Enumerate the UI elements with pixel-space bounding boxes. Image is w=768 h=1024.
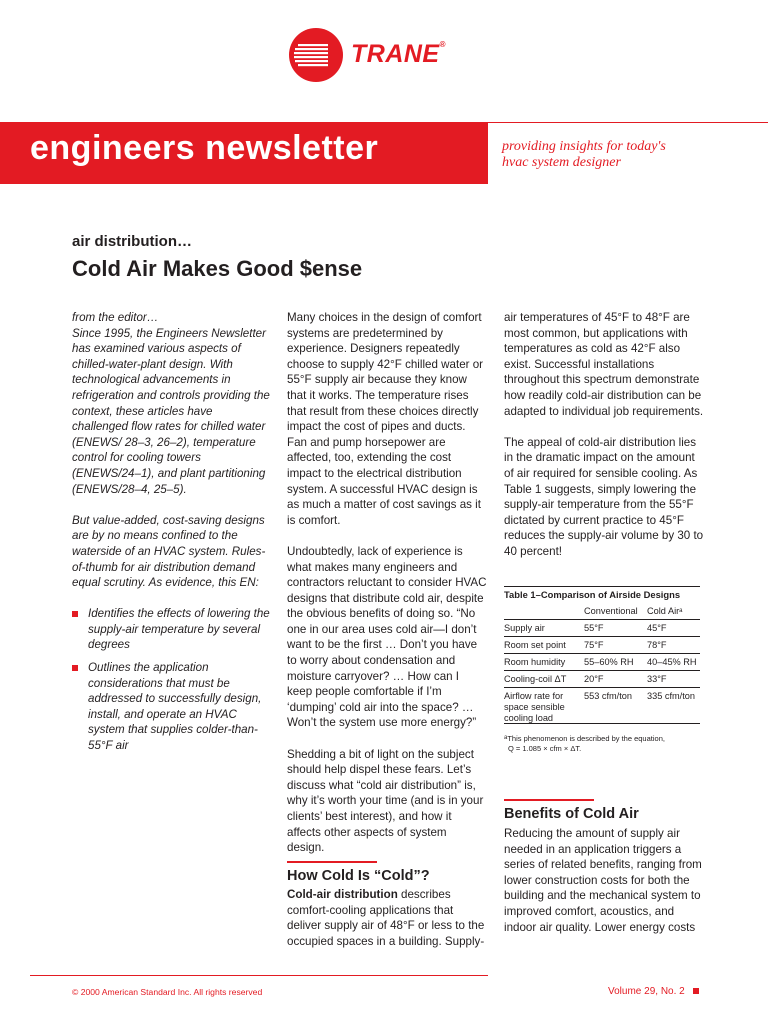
masthead-band [0,122,488,184]
article-kicker: air distribution… [72,233,192,250]
comparison-table [504,603,700,724]
table-title: Table 1–Comparison of Airside Designs [504,586,700,600]
red-square-bullet-icon [72,665,78,671]
table-row [504,620,700,637]
masthead-title: engineers newsletter [30,129,379,167]
list-item [72,660,270,754]
column-3 [504,310,704,575]
table-cell: 55°F [584,623,604,633]
section-rule [504,799,594,801]
tagline-line-1: providing insights for today's [502,139,666,154]
editor-paragraph: Since 1995, the Engineers Newsletter has examined various aspects of chilled-water-plant design. With technological advancements in refrigeration and controls providing the context, these articles have challenged flow rates for chilled water (ENEWS/ 28–3, 26–2), temperature control for cooling towers (ENEWS/24–1), and plant partitioning (ENEWS/28–4, 25–5). [72,326,270,496]
tagline-line-2: hvac system designer [502,155,621,170]
editor-intro: from the editor… [72,311,159,324]
table-cell: Room set point [504,640,566,650]
table-cell: Airflow rate for space sensible cooling load [504,691,565,723]
table-cell: Cooling-coil ΔT [504,674,567,684]
table-cell: 33°F [647,674,667,684]
bullet-text: Outlines the application considerations that must be addressed to successfully design, install, and operate an HVAC system that supplies colder-than-55°F air [88,661,262,753]
table-cell: 553 cfm/ton [584,691,633,701]
brand-name: TRANE® [351,40,447,68]
trane-logo [288,27,448,85]
section-heading-benefits: Benefits of Cold Air [504,806,639,822]
section-heading-how-cold: How Cold Is “Cold”? [287,868,430,884]
list-item [72,606,270,653]
body-paragraph: air temperatures of 45°F to 48°F are most common, but applications with temperatures as cold as 42°F also exist. Successful installations throughout this spectrum demonstrate how readily cold-air distribution can be adapted to individual job requirements. [504,311,704,418]
section-lead-term: Cold-air distribution [287,888,398,901]
masthead-rule [488,122,768,123]
table-row [504,654,700,671]
table-cell: 335 cfm/ton [647,691,696,701]
column-1 [72,310,270,761]
table-cell: 20°F [584,674,604,684]
table-column-header: Conventional [584,606,638,616]
article-headline: Cold Air Makes Good $ense [72,256,363,281]
column-2 [287,310,487,871]
red-square-bullet-icon [72,611,78,617]
footnote-line-2: Q = 1.085 × cfm × ΔT. [508,743,582,753]
editor-paragraph-2: But value-added, cost-saving designs are by no means confined to the waterside of an HVAC system. Rules-of-thumb for air distribution demand equal scrutiny. As evidence, this EN: [72,513,266,590]
table-column-header: Cold Air$^a$ [647,606,683,616]
section-rule [287,861,377,863]
body-paragraph: Undoubtedly, lack of experience is what makes many engineers and contractors reluctant to consider HVAC designs that distribute cold air, despite the obvious benefits of doing so. “No one in our area uses cold air—I don’t want to be the first … Don’t you have to worry about condensation and moisture carryover? … How can I keep people comfortable if I’m ‘dumping’ cold air into the space? … Won’t the system use more energy?” [287,544,487,730]
footer-rule [30,975,488,976]
red-square-icon [693,988,699,994]
bullet-list [72,606,270,753]
table-cell: Supply air [504,623,545,633]
table-cell: 45°F [647,623,667,633]
table-cell: 75°F [584,640,604,650]
footer-copyright: © 2000 American Standard Inc. All rights reserved [72,987,263,997]
masthead-tagline [502,139,742,171]
footer-volume [608,986,699,997]
body-paragraph: Shedding a bit of light on the subject should help dispel these fears. Let’s discuss what “cold air distribution” is, why it’s worth your time (and is in your clients’ best interest), and how it affects other aspects of system design. [287,747,484,855]
footnote-line-1: This phenomenon is described by the equation, [507,734,665,743]
body-paragraph: Many choices in the design of comfort systems are predetermined by experience. Designers repeatedly choose to supply 42°F chilled water or 55°F supply air because they know that it works. The temperature rises that result from these choices directly impact the cost of pipes and ducts. Fan and pump horsepower are affected, too, extending the cost impact to the electrical distribution system. A successful HVAC design is as much a matter of cost savings as it is comfort. [287,311,484,527]
section-body-how-cold [287,887,487,949]
bullet-text: Identifies the effects of lowering the supply-air temperature by several degrees [88,607,270,652]
body-paragraph: The appeal of cold-air distribution lies in the dramatic impact on the amount of air required for sensible cooling. As Table 1 suggests, simply lowering the supply-air temperature from the 55°F dictated by current practice to 45°F reduces the supply-air volume by 30 to 40 percent! [504,435,704,558]
footnote-mark: a [504,735,508,741]
table-cell: Room humidity [504,657,566,667]
volume-text: Volume 29, No. 2 [608,986,685,997]
table-cell: 40–45% RH [647,657,697,667]
table-header-row [504,603,700,620]
table-row [504,671,700,688]
table-row [504,688,700,724]
table-footnote [504,734,704,753]
section-text: describes comfort-cooling applications that deliver supply air of 48°F or less to the occupied spaces in a building. Supply- [287,888,485,948]
table-cell: 55–60% RH [584,657,634,667]
section-body-benefits: Reducing the amount of supply air needed in an application triggers a series of related benefits, ranging from lower construction costs for both the building and the mechanical system to improved comfort, acoustics, and indoor air quality. Lower energy costs [504,827,702,934]
table-cell: 78°F [647,640,667,650]
table-row [504,637,700,654]
trane-circle-logo-icon [288,27,344,83]
